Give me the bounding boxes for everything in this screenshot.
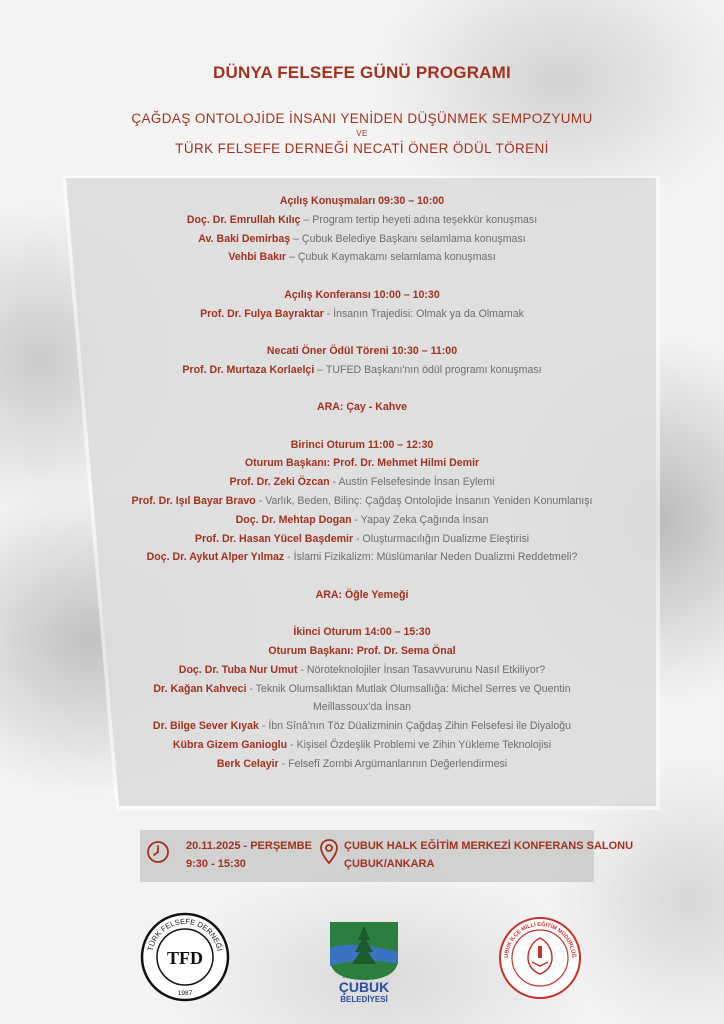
talk-title: - Austin Felsefesinde İnsan Eylemi: [329, 476, 495, 489]
event-city: ÇUBUK/ANKARA: [344, 858, 435, 870]
tfd-monogram: TFD: [167, 948, 203, 968]
program-item: [20, 492, 704, 511]
talk-title: - Teknik Olumsallıktan Mutlak Olumsallığa: Michel Serres ve Quentin: [246, 682, 571, 695]
program-item: [20, 530, 704, 549]
speaker-name: Prof. Dr. Fulya Bayraktar: [200, 307, 324, 320]
section-heading-opening-conference: Açılış Konferansı 10:00 – 10:30: [284, 288, 440, 301]
program-item: [20, 736, 704, 755]
program-item: [20, 717, 704, 736]
program-item: [20, 755, 704, 774]
speaker-name: Prof. Dr. Hasan Yücel Başdemir: [194, 532, 354, 545]
speaker-name: Prof. Dr. Zeki Özcan: [229, 476, 330, 489]
program-item: [20, 661, 704, 680]
event-date-time: [186, 837, 312, 873]
talk-title-continued: Meillassoux'da İnsan: [312, 701, 411, 714]
program-item: [20, 230, 704, 249]
talk-title: - İslami Fizikalizm: Müslümanlar Neden Dualizmi Reddetmeli?: [284, 551, 578, 564]
speaker-name: Prof. Dr. Işıl Bayar Bravo: [131, 494, 256, 507]
meb-logo: [498, 916, 582, 1000]
page-title: DÜNYA FELSEFE GÜNÜ PROGRAMI: [213, 63, 511, 82]
talk-title: - İbn Sînâ'nın Töz Düalizminin Çağdaş Zihin Felsefesi ile Diyaloğu: [258, 720, 572, 733]
speech-desc: – Çubuk Kaymakamı selamlama konuşması: [286, 251, 496, 264]
cubuk-municipality-logo: [322, 918, 406, 1004]
talk-title: - Oluşturmacılığın Dualizme Eleştirisi: [353, 532, 530, 545]
speaker-name: Doç. Dr. Tuba Nur Umut: [178, 663, 298, 676]
cubuk-year: 1882: [342, 974, 356, 980]
location-pin-icon: [319, 838, 339, 866]
clock-icon: [146, 840, 170, 864]
speaker-name: Kübra Gizem Ganioglu: [172, 738, 288, 751]
subtitle-joiner: VE: [356, 129, 368, 138]
event-date: 20.11.2025 - PERŞEMBE: [186, 840, 312, 852]
talk-title: - Nöroteknolojiler İnsan Tasavvurunu Nasıl Etkiliyor?: [297, 663, 546, 676]
cubuk-sub: BELEDİYESİ: [340, 995, 388, 1004]
ceremony-title: TÜRK FELSEFE DERNEĞİ NECATİ ÖNER ÖDÜL TÖRENİ: [175, 141, 549, 156]
talk-title: - Yapay Zeka Çağında İnsan: [351, 513, 489, 526]
program-item: [20, 248, 704, 267]
speaker-name: Doç. Dr. Mehtap Dogan: [235, 513, 352, 526]
program-item: [20, 680, 704, 699]
meb-ring-text: UBUK İLÇE MİLLİ EĞİTİM MÜDÜRLÜĞ: [503, 921, 577, 959]
event-location: [344, 837, 633, 873]
event-venue: ÇUBUK HALK EĞİTİM MERKEZİ KONFERANS SALONU: [344, 840, 634, 852]
break-coffee: ARA: Çay - Kahve: [316, 401, 408, 414]
speaker-name: Prof. Dr. Murtaza Korlaelçi: [182, 363, 315, 376]
speaker-name: Av. Baki Demirbaş: [198, 232, 291, 245]
break-lunch: ARA: Öğle Yemeği: [315, 588, 409, 601]
speaker-name: Vehbi Bakır: [228, 251, 287, 264]
tfd-logo: [140, 912, 230, 1002]
program-item: [20, 511, 704, 530]
talk-title: - Varlık, Beden, Bilinç: Çağdaş Ontolojide İnsanın Yeniden Konumlanışı: [255, 494, 593, 507]
speaker-name: Doç. Dr. Aykut Alper Yılmaz: [146, 551, 285, 564]
tfd-ring-text: TÜRK FELSEFE DERNEĞİ: [145, 916, 225, 952]
program-item: [20, 548, 704, 567]
program-item: [20, 305, 704, 324]
program-list: [20, 192, 704, 773]
talk-title: - İnsanın Trajedisi: Olmak ya da Olmamak: [323, 307, 524, 320]
section-heading-session1: Birinci Oturum 11:00 – 12:30: [290, 438, 434, 451]
cubuk-name: ÇUBUK: [338, 979, 390, 995]
speaker-name: Dr. Bilge Sever Kıyak: [152, 720, 259, 733]
tfd-year: 1987: [177, 990, 193, 997]
speaker-name: Berk Celayir: [216, 757, 279, 770]
section-heading-opening-speeches: Açılış Konuşmaları 09:30 – 10:00: [279, 195, 445, 207]
speaker-name: Dr. Kağan Kahveci: [153, 682, 247, 695]
program-item: [20, 473, 704, 492]
session1-chair: Oturum Başkanı: Prof. Dr. Mehmet Hilmi Demir: [244, 457, 480, 470]
session2-chair: Oturum Başkanı: Prof. Dr. Sema Önal: [268, 644, 456, 657]
program-item: [20, 361, 704, 380]
section-heading-session2: İkinci Oturum 14:00 – 15:30: [293, 626, 431, 639]
event-time: 9:30 - 15:30: [186, 858, 246, 870]
talk-title: - Felsefî Zombi Argümanlarının Değerlendirmesi: [278, 757, 508, 770]
symposium-title: ÇAĞDAŞ ONTOLOJİDE İNSANI YENİDEN DÜŞÜNMEK SEMPOZYUMU: [131, 111, 593, 126]
speaker-name: Doç. Dr. Emrullah Kılıç: [186, 213, 301, 226]
section-heading-award-ceremony: Necati Öner Ödül Töreni 10:30 – 11:00: [266, 344, 458, 357]
speech-desc: – Çubuk Belediye Başkanı selamlama konuşması: [290, 232, 526, 245]
talk-title: - Kişisel Özdeşlik Problemi ve Zihin Yükleme Teknolojisi: [287, 738, 552, 751]
speech-desc: – TUFED Başkanı'nın ödül programı konuşması: [314, 363, 542, 376]
program-item: [20, 211, 704, 230]
speech-desc: – Program tertip heyeti adına teşekkür konuşması: [300, 213, 538, 226]
